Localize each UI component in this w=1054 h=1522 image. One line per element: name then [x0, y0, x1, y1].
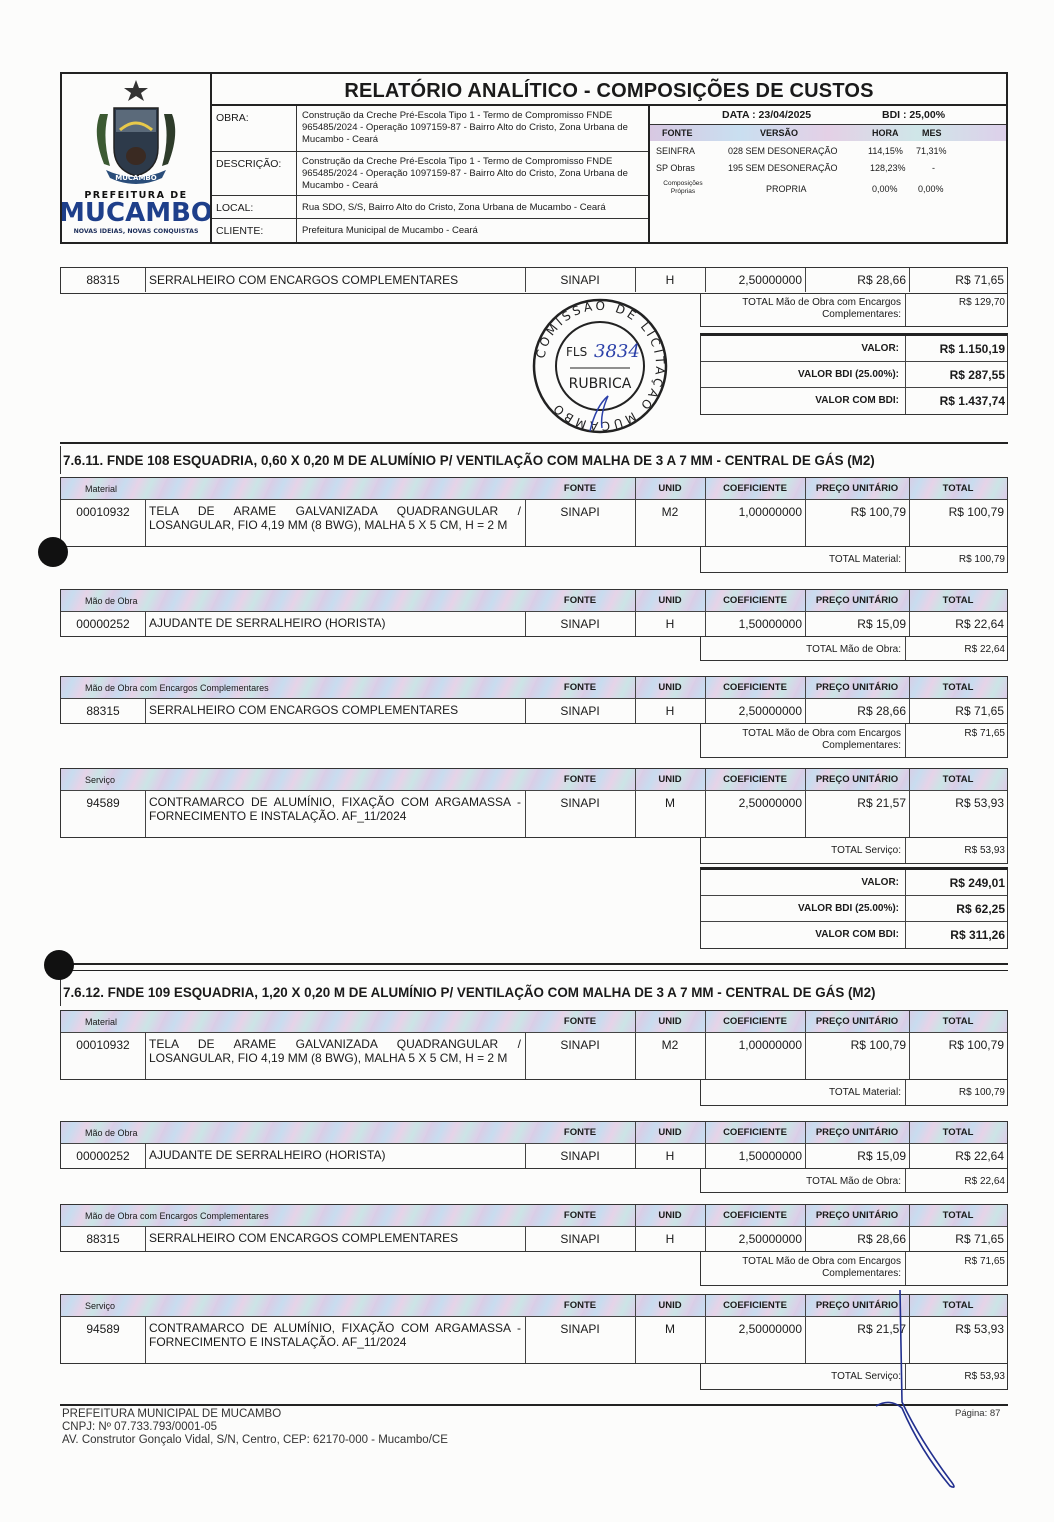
table-row: [61, 1033, 1007, 1079]
item-coef: 1,50000000: [738, 617, 802, 631]
table-header: [61, 1205, 1007, 1227]
subtotal-value: R$ 53,93: [905, 1364, 1009, 1389]
item-code: 00010932: [76, 1038, 130, 1052]
item-description: SERRALHEIRO COM ENCARGOS COMPLEMENTARES: [149, 273, 459, 287]
item-total: R$ 100,79: [948, 505, 1004, 519]
valor-value: R$ 249,01: [905, 870, 1009, 895]
item-desc: SERRALHEIRO COM ENCARGOS COMPLEMENTARES: [149, 703, 459, 717]
col-fonte: FONTE: [563, 1127, 597, 1138]
bdi-label: VALOR BDI (25.00%):: [798, 369, 899, 380]
col-fonte: FONTE: [563, 1300, 597, 1311]
bdi-label: VALOR BDI (25.00%):: [798, 903, 899, 914]
info-row-descricao: [212, 152, 648, 196]
item-fonte: SINAPI: [560, 796, 600, 810]
com-bdi-label: VALOR COM BDI:: [815, 929, 899, 940]
col-fonte: FONTE: [563, 682, 597, 693]
group-name: Mão de Obra: [85, 1128, 138, 1138]
item-desc: CONTRAMARCO DE ALUMÍNIO, FIXAÇÃO COM ARGAMASSA - FORNECIMENTO E INSTALAÇÃO. AF_11/2024: [149, 1321, 521, 1349]
col-preco-unitario: PREÇO UNITÁRIO: [815, 1016, 899, 1027]
col-total: TOTAL: [942, 682, 974, 693]
item-desc: AJUDANTE DE SERRALHEIRO (HORISTA): [149, 616, 386, 630]
item-code: 88315: [86, 704, 120, 718]
item-preco: R$ 21,57: [857, 796, 906, 810]
section-divider: [60, 963, 1008, 965]
descricao-value: Construção da Creche Pré-Escola Tipo 1 - Termo de Compromisso FNDE 965485/2024 - Operação 1097159-87 - Bairro Alto do Cristo, Zona Urbana de Mucambo - Ceará: [302, 156, 628, 191]
col-total: TOTAL: [942, 1016, 974, 1027]
item-preco: R$ 15,09: [857, 617, 906, 631]
composition-bdi-summary: [700, 867, 1008, 949]
item-total: R$ 71,65: [955, 1232, 1004, 1246]
table-header: [61, 1011, 1007, 1033]
table-row: [61, 500, 1007, 546]
subtotal-value: R$ 22,64: [905, 1169, 1009, 1192]
item-code: 00000252: [76, 1149, 130, 1163]
composition-group-table: [60, 1121, 1008, 1169]
item-preco: R$ 28,66: [857, 704, 906, 718]
subtotal-label: TOTAL Serviço:: [831, 1371, 901, 1382]
source-mes: 0,00%: [918, 184, 944, 194]
table-header: [61, 1122, 1007, 1144]
subtotal-label: TOTAL Mão de Obra com Encargos Complementares:: [742, 728, 901, 751]
source-versao: 195 SEM DESONERAÇÃO: [728, 163, 838, 173]
source-fonte: SP Obras: [656, 163, 695, 173]
logo-cell: [62, 74, 212, 242]
source-hora: 0,00%: [872, 184, 898, 194]
local-value: Rua SDO, S/S, Bairro Alto do Cristo, Zona Urbana de Mucambo - Ceará: [302, 202, 606, 213]
table-row: [61, 1227, 1007, 1251]
item-desc: SERRALHEIRO COM ENCARGOS COMPLEMENTARES: [149, 1231, 459, 1245]
item-coef: 2,50000000: [738, 704, 802, 718]
report-title: RELATÓRIO ANALÍTICO - COMPOSIÇÕES DE CUSTOS: [212, 74, 1006, 106]
item-code: 00010932: [76, 505, 130, 519]
col-unid: UNID: [658, 1300, 682, 1311]
cliente-value: Prefeitura Municipal de Mucambo - Ceará: [302, 225, 478, 236]
punch-hole: [44, 950, 74, 980]
group-subtotal: [700, 1169, 1008, 1193]
col-coeficiente: COEFICIENTE: [723, 1300, 787, 1311]
subtotal-value: R$ 71,65: [905, 1252, 1009, 1285]
item-unid: M2: [661, 1038, 679, 1052]
source-hora: 114,15%: [868, 146, 903, 156]
item-preco: R$ 21,57: [857, 1322, 906, 1336]
col-fonte: FONTE: [563, 1210, 597, 1221]
subtotal-value: R$ 22,64: [905, 637, 1009, 660]
item-coef: 1,00000000: [738, 1038, 802, 1052]
item-fonte: SINAPI: [560, 617, 600, 631]
footer-cnpj: CNPJ: Nº 07.733.793/0001-05: [62, 1421, 218, 1433]
item-code: 94589: [86, 796, 120, 810]
table-header: [61, 677, 1007, 699]
col-total: TOTAL: [942, 483, 974, 494]
col-unid: UNID: [658, 774, 682, 785]
report-date: DATA : 23/04/2025: [722, 109, 812, 121]
footer-org: PREFEITURA MUNICIPAL DE MUCAMBO: [62, 1408, 282, 1420]
subtotal-label: TOTAL Material:: [828, 554, 901, 565]
col-total: TOTAL: [942, 1300, 974, 1311]
col-preco-unitario: PREÇO UNITÁRIO: [815, 774, 899, 785]
col-unid: UNID: [658, 682, 682, 693]
signature-icon: [860, 1290, 960, 1500]
valor-value: R$ 1.150,19: [905, 336, 1009, 361]
info-row-obra: [212, 106, 648, 152]
subtotal-value: R$ 129,70: [905, 293, 1009, 326]
stamp-ring-text: COMISSÃO DE LICITAÇÃO MUCAMBO: [533, 298, 668, 434]
item-total: R$ 53,93: [955, 796, 1004, 810]
table-row: [61, 268, 1007, 292]
composition-group-table: [60, 477, 1008, 547]
com-bdi-label: VALOR COM BDI:: [815, 395, 899, 406]
item-desc: TELA DE ARAME GALVANIZADA QUADRANGULAR / LOSANGULAR, FIO 4,19 MM (8 BWG), MALHA 5 X 5 CM, H = 2 M: [149, 1037, 521, 1065]
subtotal-label: TOTAL Serviço:: [831, 845, 901, 856]
table-row: [61, 791, 1007, 837]
col-coeficiente: COEFICIENTE: [723, 483, 787, 494]
item-unid: M: [665, 796, 675, 810]
item-fonte: SINAPI: [560, 704, 600, 718]
stamp-fls-number: 3834: [594, 341, 640, 362]
item-coef: 1,00000000: [738, 505, 802, 519]
item-unid: H: [665, 704, 675, 718]
stamp-rubrica: RUBRICA: [568, 376, 632, 392]
col-coeficiente: COEFICIENTE: [723, 1016, 787, 1027]
subtotal-value: R$ 100,79: [905, 1080, 1009, 1105]
item-preco: R$ 28,66: [857, 1232, 906, 1246]
source-hora: 128,23%: [870, 163, 906, 173]
col-versao: VERSÃO: [760, 128, 799, 138]
col-preco-unitario: PREÇO UNITÁRIO: [815, 682, 899, 693]
mucambo-crest-logo: [62, 74, 210, 240]
col-unid: UNID: [658, 1210, 682, 1221]
item-total: R$ 100,79: [948, 1038, 1004, 1052]
col-preco-unitario: PREÇO UNITÁRIO: [815, 1210, 899, 1221]
sources-box: [648, 106, 1006, 242]
carryover-subtotal: [700, 293, 1008, 327]
item-preco: R$ 28,66: [857, 273, 906, 287]
group-name: Material: [85, 1017, 118, 1027]
item-coef: 1,50000000: [738, 1149, 802, 1163]
item-fonte: SINAPI: [560, 505, 600, 519]
descricao-label: DESCRIÇÃO:: [216, 158, 282, 170]
col-preco-unitario: PREÇO UNITÁRIO: [815, 1300, 899, 1311]
table-header: [61, 590, 1007, 612]
report-header: [60, 72, 1008, 244]
item-unid: M2: [661, 505, 679, 519]
composition-group-table: [60, 589, 1008, 637]
subtotal-label: TOTAL Mão de Obra:: [806, 1176, 901, 1187]
valor-label: VALOR:: [861, 343, 899, 354]
item-code: 94589: [86, 1322, 120, 1336]
col-total: TOTAL: [942, 774, 974, 785]
col-coeficiente: COEFICIENTE: [723, 682, 787, 693]
table-header: [61, 478, 1007, 500]
source-versao: 028 SEM DESONERAÇÃO: [728, 146, 838, 156]
item-coef: 2,50000000: [738, 1322, 802, 1336]
item-total: R$ 71,65: [955, 704, 1004, 718]
item-coef: 2,50000000: [738, 1232, 802, 1246]
group-name: Serviço: [85, 775, 116, 785]
item-total: R$ 22,64: [955, 617, 1004, 631]
sources-header-row: [650, 125, 1006, 141]
col-coeficiente: COEFICIENTE: [723, 1210, 787, 1221]
composition-group-table: [60, 676, 1008, 724]
item-coef: 2,50000000: [738, 273, 802, 287]
col-total: TOTAL: [942, 595, 974, 606]
source-versao: PROPRIA: [766, 184, 807, 194]
section-divider: [60, 970, 1008, 971]
group-subtotal: [700, 637, 1008, 661]
source-mes: 71,31%: [916, 146, 947, 156]
col-unid: UNID: [658, 1016, 682, 1027]
group-name: Material: [85, 484, 118, 494]
group-subtotal: [700, 1252, 1008, 1286]
col-unid: UNID: [658, 483, 682, 494]
item-desc: TELA DE ARAME GALVANIZADA QUADRANGULAR / LOSANGULAR, FIO 4,19 MM (8 BWG), MALHA 5 X 5 CM, H = 2 M: [149, 504, 521, 532]
item-desc: CONTRAMARCO DE ALUMÍNIO, FIXAÇÃO COM ARGAMASSA - FORNECIMENTO E INSTALAÇÃO. AF_11/2024: [149, 795, 521, 823]
section-divider: [60, 442, 1008, 444]
col-total: TOTAL: [942, 1210, 974, 1221]
col-mes: MES: [922, 128, 942, 138]
col-coeficiente: COEFICIENTE: [723, 595, 787, 606]
com-bdi-value: R$ 311,26: [905, 922, 1009, 948]
item-unid: H: [665, 1149, 675, 1163]
item-preco: R$ 100,79: [850, 505, 906, 519]
item-fonte: SINAPI: [560, 1322, 600, 1336]
cliente-label: CLIENTE:: [216, 225, 264, 237]
group-subtotal: [700, 724, 1008, 758]
source-mes: -: [932, 163, 935, 173]
footer: [62, 1408, 448, 1447]
local-label: LOCAL:: [216, 202, 254, 214]
col-preco-unitario: PREÇO UNITÁRIO: [815, 483, 899, 494]
info-row-local: [212, 196, 648, 219]
item-unid: H: [665, 273, 675, 287]
item-total: R$ 53,93: [955, 1322, 1004, 1336]
item-fonte: SINAPI: [560, 1149, 600, 1163]
item-total: R$ 71,65: [955, 273, 1004, 287]
item-code: 88315: [86, 273, 120, 287]
carryover-bdi-summary: [700, 333, 1008, 415]
item-code: 00000252: [76, 617, 130, 631]
table-row: [61, 612, 1007, 636]
col-fonte: FONTE: [563, 1016, 597, 1027]
punch-hole: [38, 537, 68, 567]
col-coeficiente: COEFICIENTE: [723, 774, 787, 785]
group-name: Mão de Obra: [85, 596, 138, 606]
item-unid: H: [665, 617, 675, 631]
com-bdi-value: R$ 1.437,74: [905, 388, 1009, 414]
item-fonte: SINAPI: [560, 1038, 600, 1052]
col-preco-unitario: PREÇO UNITÁRIO: [815, 1127, 899, 1138]
report-bdi: BDI : 25,00%: [882, 109, 946, 121]
carryover-table: [60, 267, 1008, 294]
col-hora: HORA: [872, 128, 899, 138]
subtotal-label: TOTAL Mão de Obra com Encargos Complementares:: [742, 1256, 901, 1279]
page-number: Página: 87: [955, 1408, 1001, 1419]
item-unid: H: [665, 1232, 675, 1246]
group-name: Serviço: [85, 1301, 116, 1311]
subtotal-value: R$ 71,65: [905, 724, 1009, 757]
col-total: TOTAL: [942, 1127, 974, 1138]
logo-text-big: MUCAMBO: [62, 198, 210, 228]
group-subtotal: [700, 1364, 1008, 1390]
group-subtotal: [700, 838, 1008, 864]
col-coeficiente: COEFICIENTE: [723, 1127, 787, 1138]
source-fonte: Composições Próprias: [663, 180, 703, 195]
composition-group-table: [60, 768, 1008, 838]
col-fonte: FONTE: [563, 595, 597, 606]
commission-stamp: [530, 296, 670, 436]
composition-group-table: [60, 1010, 1008, 1080]
item-preco: R$ 100,79: [850, 1038, 906, 1052]
crest-banner-text: MUCAMBO: [115, 174, 157, 182]
col-unid: UNID: [658, 1127, 682, 1138]
table-row: [61, 1144, 1007, 1168]
col-fonte: FONTE: [662, 128, 693, 138]
group-subtotal: [700, 547, 1008, 573]
logo-tagline: NOVAS IDEIAS, NOVAS CONQUISTAS: [73, 228, 199, 235]
obra-value: Construção da Creche Pré-Escola Tipo 1 - Termo de Compromisso FNDE 965485/2024 - Operação 1097159-87 - Bairro Alto do Cristo, Zona Urbana de Mucambo - Ceará: [302, 110, 628, 145]
subtotal-value: R$ 53,93: [905, 838, 1009, 863]
obra-label: OBRA:: [216, 112, 249, 124]
item-code: 88315: [86, 1232, 120, 1246]
item-fonte: SINAPI: [560, 273, 600, 287]
bdi-value: R$ 62,25: [905, 896, 1009, 921]
footer-address: AV. Construtor Gonçalo Vidal, S/N, Centro, CEP: 62170-000 - Mucambo/CE: [62, 1434, 448, 1446]
item-desc: AJUDANTE DE SERRALHEIRO (HORISTA): [149, 1148, 386, 1162]
col-fonte: FONTE: [563, 774, 597, 785]
valor-label: VALOR:: [861, 877, 899, 888]
table-header: [61, 769, 1007, 791]
bdi-value: R$ 287,55: [905, 362, 1009, 387]
subtotal-label: TOTAL Material:: [828, 1087, 901, 1098]
logo-text-small: PREFEITURA DE: [84, 190, 188, 201]
item-preco: R$ 15,09: [857, 1149, 906, 1163]
table-row: [61, 699, 1007, 723]
item-coef: 2,50000000: [738, 796, 802, 810]
col-preco-unitario: PREÇO UNITÁRIO: [815, 595, 899, 606]
col-unid: UNID: [658, 595, 682, 606]
subtotal-label: TOTAL Mão de Obra com Encargos Complementares:: [742, 297, 901, 320]
group-subtotal: [700, 1080, 1008, 1106]
composition-title: 7.6.11. FNDE 108 ESQUADRIA, 0,60 X 0,20 M DE ALUMÍNIO P/ VENTILAÇÃO COM MALHA DE 3 A 7 MM - CENTRAL DE GÁS (M2): [60, 446, 1008, 474]
col-fonte: FONTE: [563, 483, 597, 494]
subtotal-value: R$ 100,79: [905, 547, 1009, 572]
item-total: R$ 22,64: [955, 1149, 1004, 1163]
stamp-fls-label: FLS: [566, 345, 588, 359]
subtotal-label: TOTAL Mão de Obra:: [806, 644, 901, 655]
info-row-cliente: [212, 219, 648, 242]
composition-group-table: [60, 1204, 1008, 1252]
item-unid: M: [665, 1322, 675, 1336]
item-fonte: SINAPI: [560, 1232, 600, 1246]
group-name: Mão de Obra com Encargos Complementares: [85, 1211, 269, 1221]
composition-title: 7.6.12. FNDE 109 ESQUADRIA, 1,20 X 0,20 M DE ALUMÍNIO P/ VENTILAÇÃO COM MALHA DE 3 A 7 MM - CENTRAL DE GÁS (M2): [60, 978, 1008, 1006]
group-name: Mão de Obra com Encargos Complementares: [85, 683, 269, 693]
source-fonte: SEINFRA: [656, 146, 696, 156]
